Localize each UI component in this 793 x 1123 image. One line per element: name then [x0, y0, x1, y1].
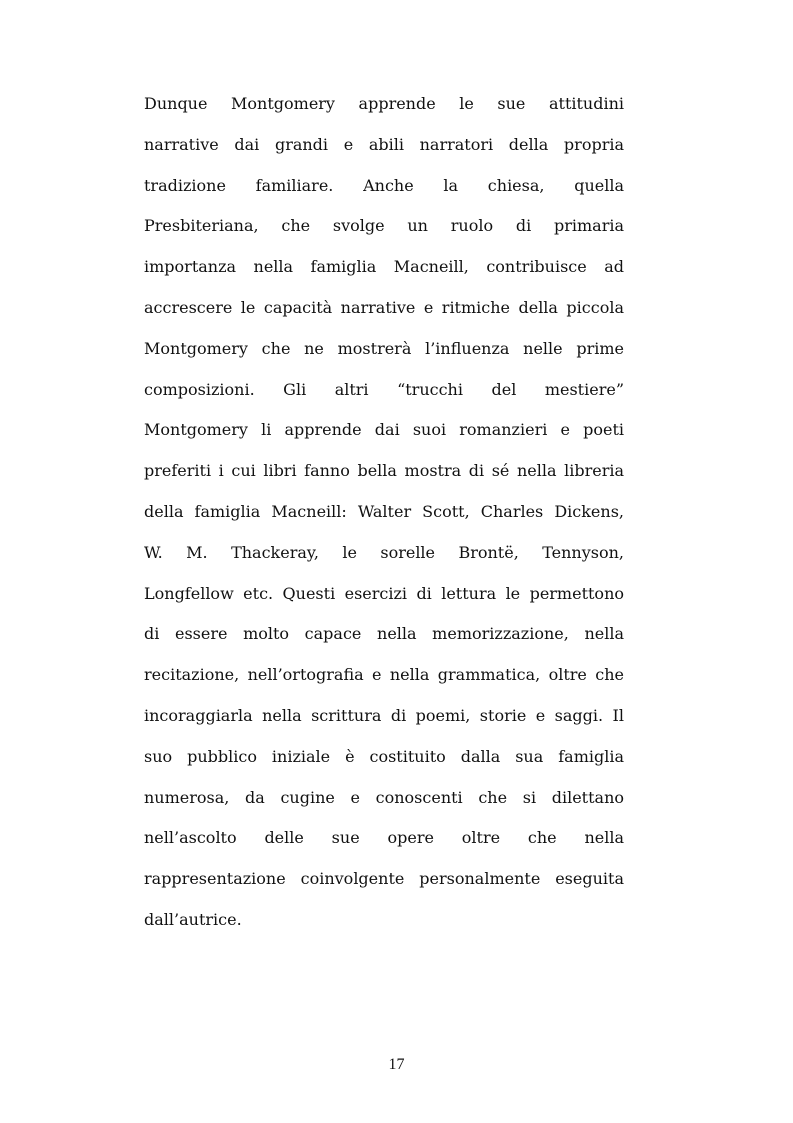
text-line: della famiglia Macneill: Walter Scott, Charles Dickens, — [144, 501, 624, 521]
text-line: tradizione familiare. Anche la chiesa, quella — [144, 175, 624, 195]
text-line: Longfellow etc. Questi esercizi di lettura le permettono — [144, 583, 624, 603]
text-line: rappresentazione coinvolgente personalmente eseguita — [144, 869, 624, 889]
text-line: Montgomery che ne mostrerà l’influenza nelle prime — [144, 338, 624, 358]
text-line: nell’ascolto delle sue opere oltre che nella — [144, 828, 624, 848]
page-number: 17 — [388, 1056, 405, 1073]
text-line: suo pubblico iniziale è costituito dalla sua famiglia — [144, 746, 624, 766]
text-line-last: dall’autrice. — [144, 909, 242, 929]
text-line: W. M. Thackeray, le sorelle Brontë, Tennyson, — [144, 542, 624, 562]
text-line: accrescere le capacità narrative e ritmiche della piccola — [144, 297, 624, 317]
text-line: di essere molto capace nella memorizzazione, nella — [144, 624, 624, 644]
text-line: Dunque Montgomery apprende le sue attitudini — [144, 94, 624, 113]
text-line: Presbiteriana, che svolge un ruolo di primaria — [144, 216, 624, 236]
text-line: Montgomery li apprende dai suoi romanzieri e poeti — [144, 420, 624, 440]
text-line: narrative dai grandi e abili narratori della propria — [144, 134, 624, 154]
text-line: composizioni. Gli altri “trucchi del mestiere” — [144, 379, 624, 399]
text-line: recitazione, nell’ortografia e nella grammatica, oltre che — [144, 665, 624, 685]
text-line: importanza nella famiglia Macneill, contribuisce ad — [144, 257, 624, 277]
text-line: numerosa, da cugine e conoscenti che si dilettano — [144, 787, 624, 807]
text-line: incoraggiarla nella scrittura di poemi, storie e saggi. Il — [144, 705, 624, 725]
body-paragraph — [144, 84, 624, 941]
text-line: preferiti i cui libri fanno bella mostra di sé nella libreria — [144, 461, 624, 481]
